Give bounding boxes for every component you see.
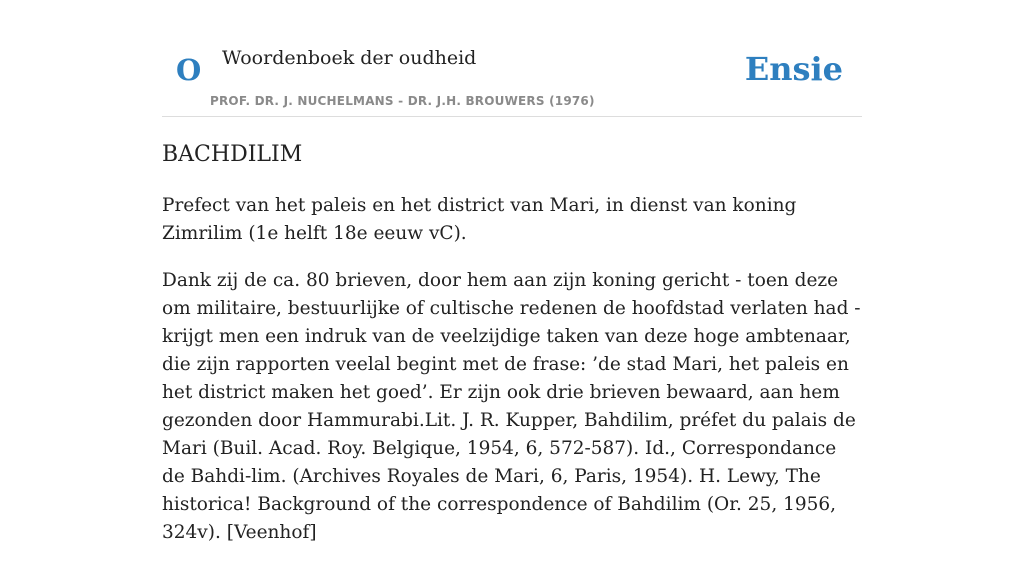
entry-title: BACHDILIM: [162, 142, 303, 167]
header: [162, 0, 862, 117]
book-logo[interactable]: O: [176, 53, 202, 87]
entry-paragraph-details: Dank zij de ca. 80 brieven, door hem aan zijn koning gericht - toen deze om militaire, bestuurlijke of cultische redenen de hoofdstad verlaten had - krijgt men een indruk van de veelzijdige taken van deze hoge ambtenaar, die zijn rapporten veelal begint met de frase: ’de stad Mari, het paleis en het district maken het goed’. Er zijn ook drie brieven bewaard, aan hem gezonden door Hammurabi.Lit. J. R. Kupper, Bahdilim, préfet du palais de Mari (Buil. Acad. Roy. Belgique, 1954, 6, 572-587). Id., Correspondance de Bahdi-lim. (Archives Royales de Mari, 6, Paris, 1954). H. Lewy, The historica! Background of the correspondence of Bahdilim (Or. 25, 1956, 324v). [Veenhof]: [162, 270, 861, 543]
book-authors: PROF. DR. J. NUCHELMANS - DR. J.H. BROUWERS (1976): [210, 94, 595, 108]
entry-body: [162, 192, 862, 566]
page: [162, 0, 862, 543]
brand-logo[interactable]: Ensie: [744, 50, 843, 88]
book-title[interactable]: Woordenboek der oudheid: [222, 47, 477, 69]
entry-paragraph-definition: Prefect van het paleis en het district van Mari, in dienst van koning Zimrilim (1e helft 18e eeuw vC).: [162, 195, 797, 244]
